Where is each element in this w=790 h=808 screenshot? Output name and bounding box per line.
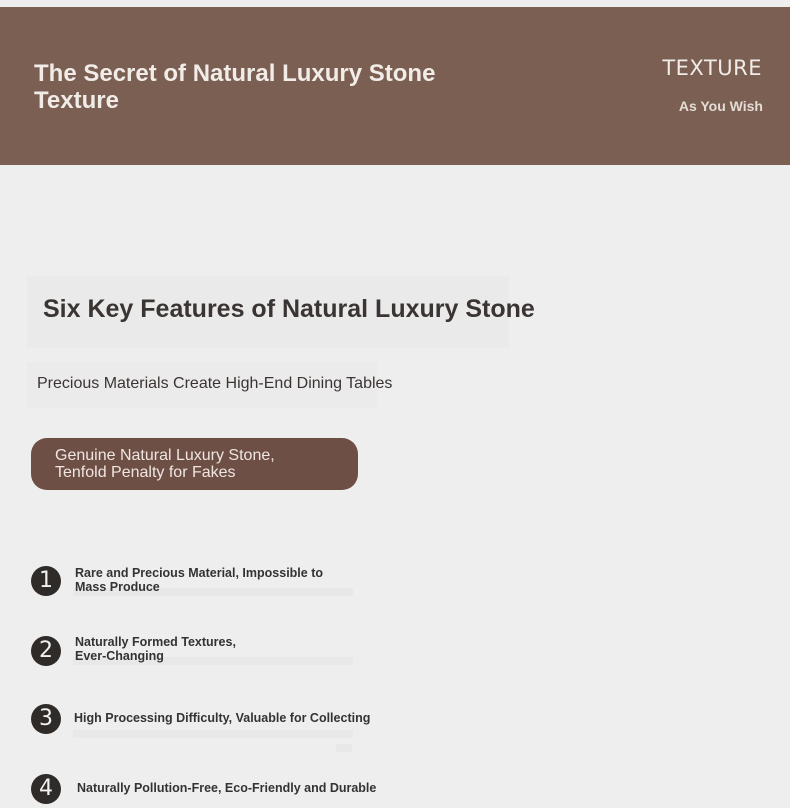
feature-line-1: Rare and Precious Material, Impossible to: [75, 566, 323, 580]
feature-item-1: [31, 566, 371, 600]
badge-line-1: Genuine Natural Luxury Stone,: [55, 447, 275, 464]
header-title-line-2: Texture: [34, 87, 119, 114]
feature-text: [74, 711, 370, 725]
feature-underline: [73, 730, 353, 738]
badge-text: [55, 447, 275, 481]
feature-number-badge: 4: [31, 774, 61, 804]
feature-item-2: [31, 635, 371, 669]
section-title: Six Key Features of Natural Luxury Stone: [43, 295, 535, 323]
feature-text: [77, 781, 376, 795]
header-right-subtitle: As You Wish: [678, 98, 763, 114]
feature-line-1: Naturally Pollution-Free, Eco-Friendly and Durable: [77, 781, 377, 795]
header-right-title: TEXTURE: [662, 56, 762, 80]
feature-line-2: Ever-Changing: [75, 649, 164, 663]
header-banner: [0, 7, 790, 165]
feature-number-badge: 1: [31, 566, 61, 596]
header-title-line-1: The Secret of Natural Luxury Stone: [34, 60, 436, 87]
feature-item-3: [31, 704, 371, 752]
badge-line-2: Tenfold Penalty for Fakes: [55, 464, 236, 481]
feature-text: [75, 635, 236, 663]
header-title: [34, 60, 504, 114]
feature-number-badge: 3: [31, 704, 61, 734]
feature-number-badge: 2: [31, 636, 61, 666]
section-subtitle: Precious Materials Create High-End Dining Tables: [37, 375, 393, 392]
genuine-stone-badge: [31, 438, 358, 490]
feature-text: [75, 566, 323, 594]
feature-line-2: Mass Produce: [75, 580, 160, 594]
feature-item-4: [31, 773, 377, 805]
feature-line-1: High Processing Difficulty, Valuable for Collecting: [74, 711, 371, 725]
feature-underline-mark: [336, 744, 352, 752]
feature-line-1: Naturally Formed Textures,: [75, 635, 236, 649]
